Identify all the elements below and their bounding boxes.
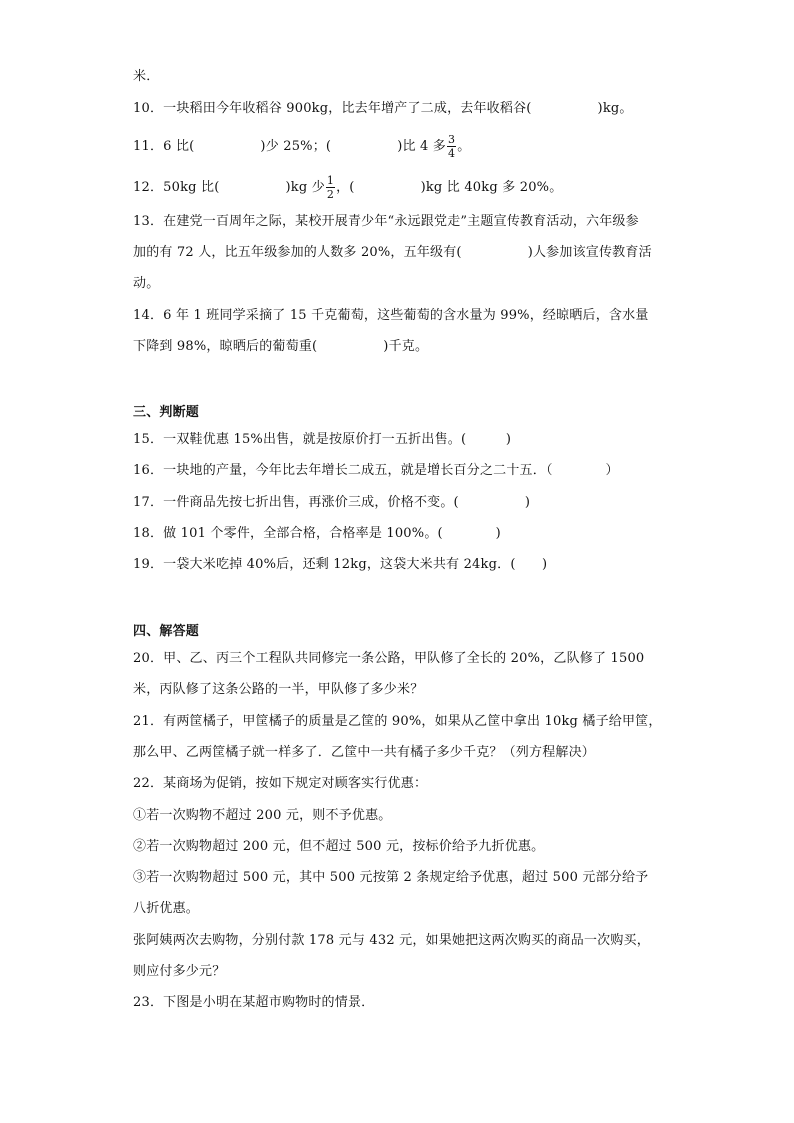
question-11-end: 。	[457, 139, 471, 154]
question-11	[133, 134, 470, 159]
fraction-numerator: 1	[326, 174, 335, 187]
question-20-line-2: 米，丙队修了这条公路的一半，甲队修了多少米？	[133, 682, 424, 697]
question-22-rule-3: ③若一次购物超过 500 元，其中 500 元按第 2 条规定给予优惠，超过 500 元部分给予	[133, 870, 649, 885]
question-22-rule-2: ②若一次购物超过 200 元，但不超过 500 元，按标价给予九折优惠。	[133, 839, 545, 854]
question-20-line-1: 20．甲、乙、丙三个工程队共同修完一条公路，甲队修了全长的 20%，乙队修了 1500	[133, 651, 645, 666]
question-12	[133, 175, 562, 200]
fraction-numerator: 3	[448, 133, 456, 146]
question-12-text: 12．50kg 比( )kg 少	[133, 180, 325, 195]
question-21-line-2: 那么甲、乙两筐橘子就一样多了．乙筐中一共有橘子多少千克？（列方程解决）	[133, 745, 596, 760]
question-13-line-1: 13．在建党一百周年之际，某校开展青少年“永远跟党走”主题宣传教育活动，六年级参	[133, 214, 639, 229]
question-22-line-6: 张阿姨两次去购物，分别付款 178 元与 432 元，如果她把这两次购买的商品一次购买，	[133, 933, 650, 948]
question-12-end: ，( )kg 比 40kg 多 20%。	[336, 180, 563, 195]
question-14-line-1: 14．6 年 1 班同学采摘了 15 千克葡萄，这些葡萄的含水量为 99%，经晾晒后，含水量	[133, 308, 649, 323]
question-22-line-1: 22．某商场为促销，按如下规定对顾客实行优惠：	[133, 776, 428, 791]
question-14-line-2: 下降到 98%，晾晒后的葡萄重( )千克。	[133, 339, 429, 354]
question-13-line-3: 动。	[133, 276, 160, 291]
question-10: 10．一块稻田今年收稻谷 900kg，比去年增产了二成，去年收稻谷( )kg。	[133, 101, 633, 116]
section-heading-judgement: 三、判断题	[133, 405, 200, 420]
section-heading-solutions: 四、解答题	[133, 624, 200, 639]
question-23: 23．下图是小明在某超市购物时的情景．	[133, 995, 375, 1010]
question-21-line-1: 21．有两筐橘子，甲筐橘子的质量是乙筐的 90%，如果从乙筐中拿出 10kg 橘子给甲筐，	[133, 714, 662, 729]
question-17: 17．一件商品先按七折出售，再涨价三成，价格不变。( )	[133, 495, 531, 510]
fraction-denominator: 2	[326, 188, 335, 201]
fraction-one-half	[326, 175, 335, 200]
question-19: 19．一袋大米吃掉 40%后，还剩 12kg，这袋大米共有 24kg．( )	[133, 557, 548, 572]
question-13-line-2: 加的有 72 人，比五年级参加的人数多 20%，五年级有( )人参加该宣传教育活	[133, 245, 652, 260]
question-22-line-7: 则应付多少元？	[133, 964, 226, 979]
question-22-rule-3-cont: 八折优惠。	[133, 901, 200, 916]
question-22-rule-1: ①若一次购物不超过 200 元，则不予优惠。	[133, 808, 392, 823]
line-continuation: 米．	[133, 69, 160, 84]
question-18: 18．做 101 个零件，全部合格，合格率是 100%。( )	[133, 526, 501, 541]
question-15: 15．一双鞋优惠 15%出售，就是按原价打一五折出售。( )	[133, 432, 512, 447]
fraction-three-quarters	[447, 134, 456, 159]
question-11-text: 11．6 比( )少 25%；( )比 4 多	[133, 139, 446, 154]
fraction-denominator: 4	[448, 147, 456, 160]
question-16: 16．一块地的产量，今年比去年增长二成五，就是增长百分之二十五．（ ）	[133, 463, 619, 478]
